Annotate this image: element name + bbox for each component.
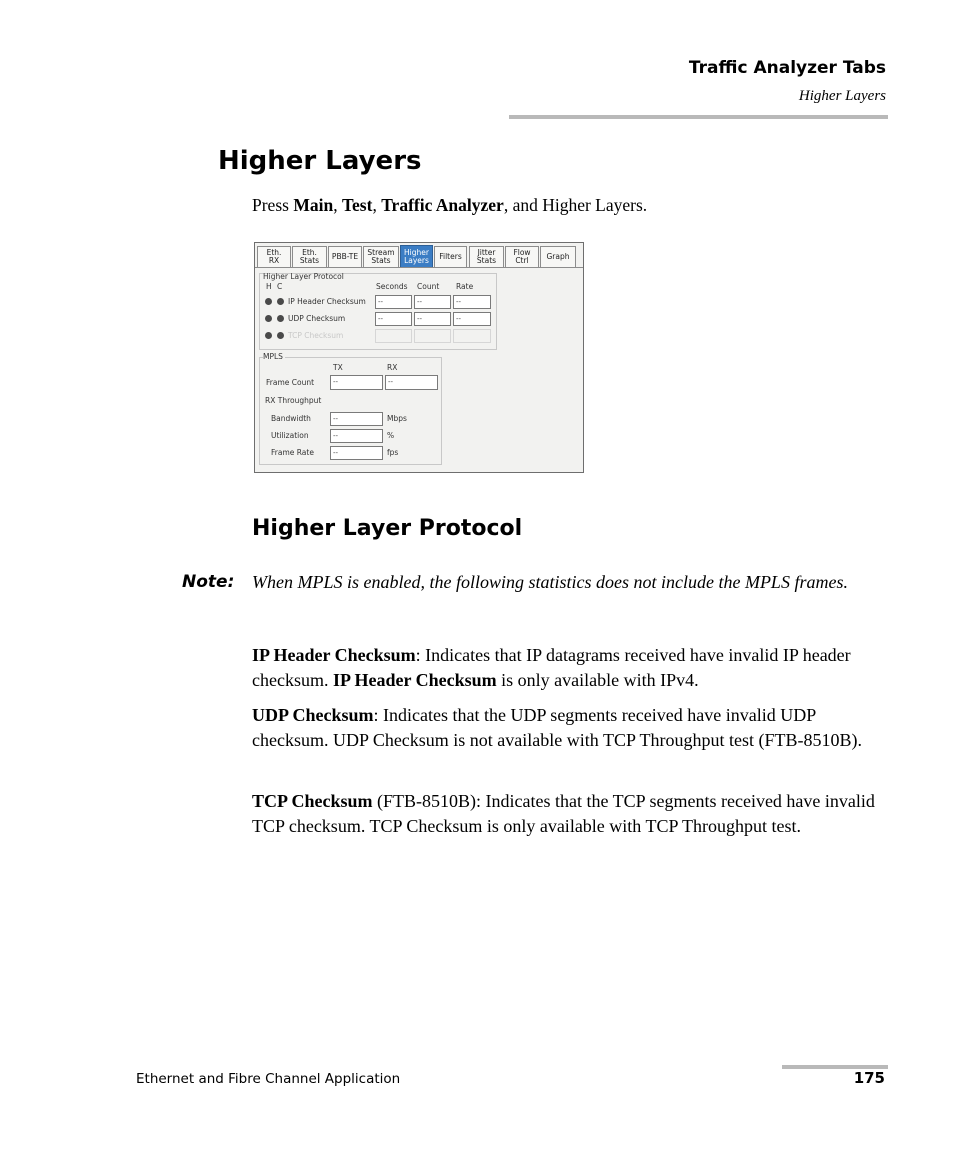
mpls-group-label: MPLS — [263, 352, 283, 361]
col-c-label: C — [277, 282, 283, 291]
bandwidth-unit: Mbps — [387, 414, 407, 423]
tab-graph[interactable]: Graph — [540, 246, 576, 267]
intro-traffic-analyzer: Traffic Analyzer — [381, 195, 504, 215]
udp-rate-field: -- — [453, 312, 491, 326]
intro-sep2: , — [372, 195, 382, 215]
frame-count-rx-field: -- — [385, 375, 438, 390]
current-led-icon — [277, 315, 284, 322]
udp-checksum-label: UDP Checksum — [288, 314, 346, 323]
tcp-term: TCP Checksum — [252, 791, 373, 811]
tab-pbb-te[interactable]: PBB-TE — [328, 246, 362, 267]
intro-paragraph — [252, 195, 647, 216]
ip-header-checksum-label: IP Header Checksum — [288, 297, 366, 306]
rx-throughput-label: RX Throughput — [265, 396, 322, 405]
ip-seconds-field: -- — [375, 295, 412, 309]
frame-rate-field: -- — [330, 446, 383, 460]
ip-header-checksum-paragraph — [252, 643, 892, 693]
frame-rate-label: Frame Rate — [271, 448, 314, 457]
col-seconds-label: Seconds — [376, 282, 408, 291]
tab-panel-border — [255, 267, 583, 268]
footer-title: Ethernet and Fibre Channel Application — [136, 1071, 401, 1087]
frame-count-label: Frame Count — [266, 378, 315, 387]
section-heading: Higher Layer Protocol — [252, 516, 523, 541]
col-count-label: Count — [417, 282, 440, 291]
tcp-checksum-paragraph — [252, 789, 892, 839]
tcp-count-field — [414, 329, 451, 343]
page-heading: Higher Layers — [218, 146, 422, 176]
tab-flow-ctrl[interactable]: Flow Ctrl — [505, 246, 539, 267]
utilization-label: Utilization — [271, 431, 309, 440]
current-led-icon — [277, 332, 284, 339]
utilization-unit: % — [387, 431, 395, 440]
tcp-checksum-label: TCP Checksum — [288, 331, 344, 340]
running-header-title: Traffic Analyzer Tabs — [688, 58, 886, 78]
tab-stream-stats[interactable]: Stream Stats — [363, 246, 399, 267]
history-led-icon — [265, 315, 272, 322]
utilization-field: -- — [330, 429, 383, 443]
intro-prefix: Press — [252, 195, 294, 215]
tab-jitter-stats[interactable]: Jitter Stats — [469, 246, 504, 267]
intro-main: Main — [293, 195, 334, 215]
col-rate-label: Rate — [456, 282, 474, 291]
tab-eth-stats[interactable]: Eth. Stats — [292, 246, 327, 267]
bandwidth-label: Bandwidth — [271, 414, 311, 423]
history-led-icon — [265, 332, 272, 339]
ip-text2: is only available with IPv4. — [496, 670, 699, 690]
udp-count-field: -- — [414, 312, 451, 326]
note-text: When MPLS is enabled, the following statistics does not include the MPLS frames. — [252, 572, 848, 592]
tcp-text: (FTB-8510B): Indicates that the TCP segments received have invalid TCP checksum. TCP Checksum is only available with TCP Throughput test. — [252, 791, 875, 836]
note-label: Note: — [182, 572, 235, 592]
ip-term2: IP Header Checksum — [332, 670, 497, 690]
col-rx-label: RX — [387, 363, 398, 372]
page-number: 175 — [853, 1069, 885, 1087]
ip-rate-field: -- — [453, 295, 491, 309]
tcp-seconds-field — [375, 329, 412, 343]
ip-text1: : Indicates that IP datagrams received have invalid IP header checksum. — [252, 645, 851, 690]
current-led-icon — [277, 298, 284, 305]
udp-text: : Indicates that the UDP segments received have invalid UDP checksum. UDP Checksum is not available with TCP Throughput test (FTB-8510B). — [252, 705, 862, 750]
tcp-rate-field — [453, 329, 491, 343]
tab-higher-layers[interactable]: Higher Layers — [400, 245, 433, 268]
history-led-icon — [265, 298, 272, 305]
intro-sep1: , — [333, 195, 342, 215]
tab-filters[interactable]: Filters — [434, 246, 467, 267]
col-h-label: H — [266, 282, 272, 291]
frame-count-tx-field: -- — [330, 375, 383, 390]
header-rule — [509, 115, 888, 119]
intro-suffix: , and Higher Layers. — [503, 195, 648, 215]
frame-rate-unit: fps — [387, 448, 399, 457]
udp-checksum-paragraph — [252, 703, 892, 753]
protocol-group-label: Higher Layer Protocol — [263, 272, 344, 281]
udp-seconds-field: -- — [375, 312, 412, 326]
ip-term: IP Header Checksum — [252, 645, 416, 665]
udp-term: UDP Checksum — [252, 705, 374, 725]
bandwidth-field: -- — [330, 412, 383, 426]
higher-layers-screenshot — [254, 242, 584, 473]
intro-test: Test — [341, 195, 373, 215]
running-header-subtitle: Higher Layers — [798, 88, 886, 104]
col-tx-label: TX — [333, 363, 343, 372]
ip-count-field: -- — [414, 295, 451, 309]
tab-eth-rx[interactable]: Eth. RX — [257, 246, 291, 267]
